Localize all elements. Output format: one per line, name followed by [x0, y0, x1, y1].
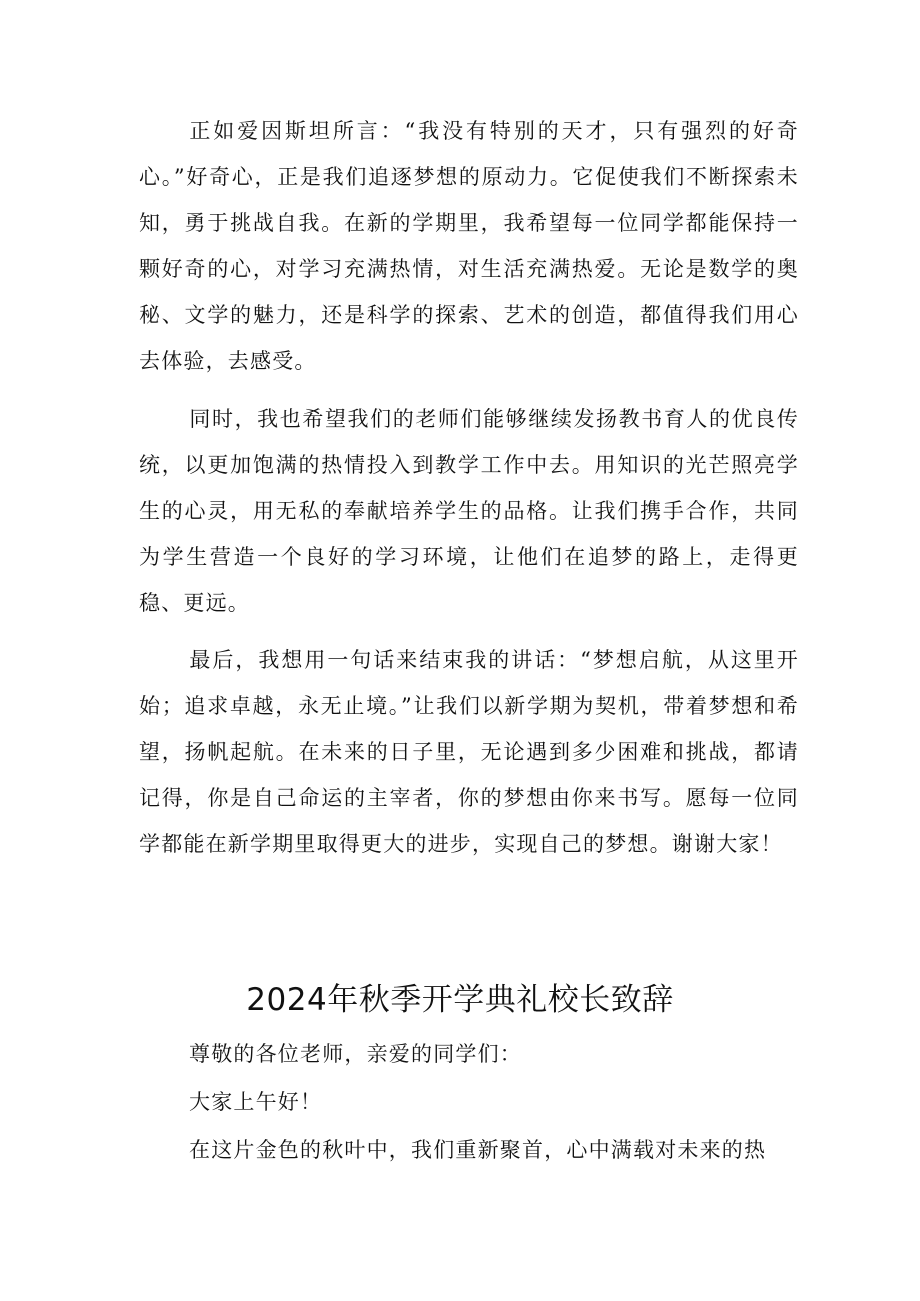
greeting-line: 尊敬的各位老师，亲爱的同学们： — [189, 1042, 522, 1066]
speech-title: 2024年秋季开学典礼校长致辞 — [246, 982, 674, 1018]
speech-body-closing — [139, 637, 799, 867]
speech-body-teachers — [139, 396, 799, 626]
paragraph-closing: 最后，我想用一句话来结束我的讲话：“梦想启航，从这里开始；追求卓越，永无止境。”让我们以新学期为契机，带着梦想和希望，扬帆起航。在未来的日子里，无论遇到多少困难和挑战，都请记得，你是自己命运的主宰者，你的梦想由你来书写。愿每一位同学都能在新学期里取得更大的进步，实现自己的梦想。谢谢大家！ — [139, 648, 799, 856]
opening-line: 在这片金色的秋叶中，我们重新聚首，心中满载对未来的热 — [189, 1138, 767, 1162]
paragraph-curiosity: 正如爱因斯坦所言：“我没有特别的天才，只有强烈的好奇心。”好奇心，正是我们追逐梦想的原动力。它促使我们不断探索未知，勇于挑战自我。在新的学期里，我希望每一位同学都能保持一颗好奇的心，对学习充满热情，对生活充满热爱。无论是数学的奥秘、文学的魅力，还是科学的探索、艺术的创造，都值得我们用心去体验，去感受。 — [139, 119, 799, 373]
paragraph-teachers: 同时，我也希望我们的老师们能够继续发扬教书育人的优良传统，以更加饱满的热情投入到教学工作中去。用知识的光芒照亮学生的心灵，用无私的奉献培养学生的品格。让我们携手合作，共同为学生营造一个良好的学习环境，让他们在追梦的路上，走得更稳、更远。 — [139, 407, 799, 615]
speech-body-previous — [139, 108, 799, 384]
salutation-line: 大家上午好！ — [189, 1090, 323, 1114]
